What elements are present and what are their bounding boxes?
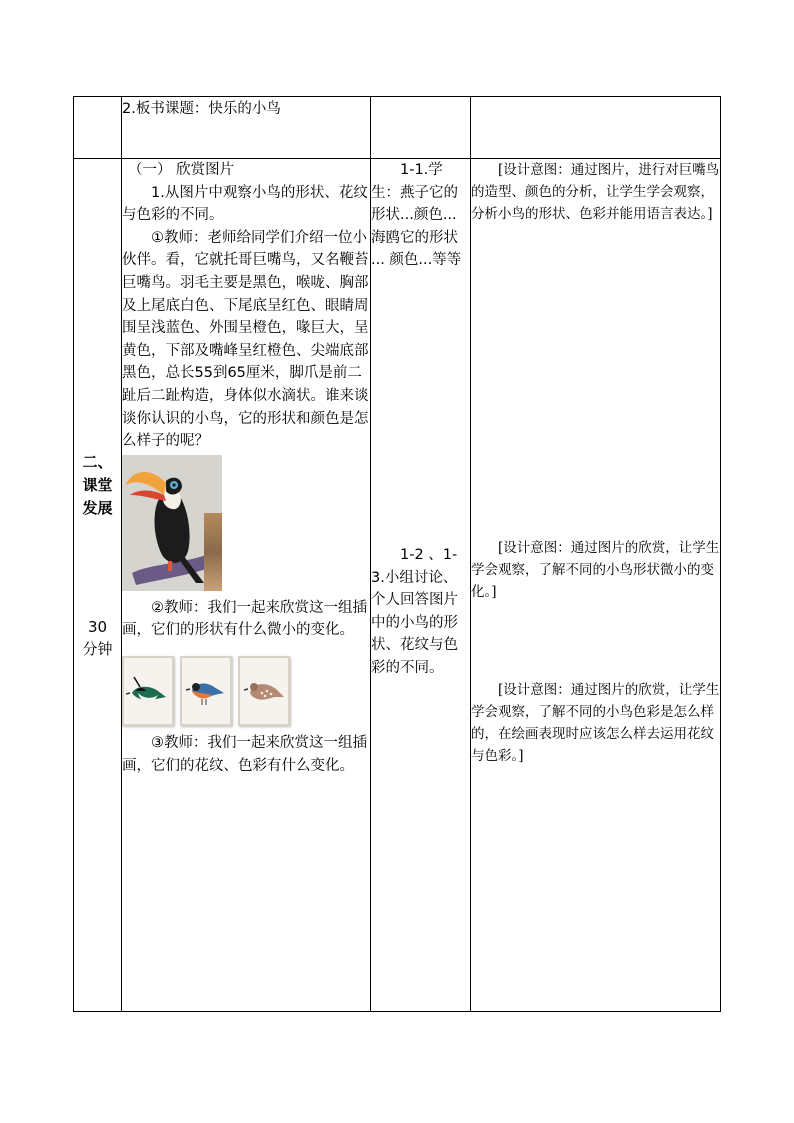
stage-line-2: 课堂 bbox=[82, 476, 113, 494]
activity-heading: （一） 欣赏图片 bbox=[128, 162, 235, 178]
table-row-development bbox=[74, 159, 721, 1012]
stage-cell bbox=[74, 159, 122, 1012]
stage-time-unit: 分钟 bbox=[82, 640, 113, 658]
stage-time-value: 30 bbox=[87, 618, 108, 636]
student-cell bbox=[371, 159, 471, 1012]
activity-cell bbox=[122, 159, 371, 1012]
activity-paragraph-1: 1.从图片中观察小鸟的形状、花纹与色彩的不同。 bbox=[122, 184, 368, 224]
dove-illustration bbox=[238, 656, 290, 726]
lapwing-illustration bbox=[122, 656, 174, 726]
student-response-2: 1-2 、1-3.小组讨论、个人回答图片中的小鸟的形状、花纹与色彩的不同。 bbox=[371, 546, 458, 676]
board-title: 2.板书课题：快乐的小鸟 bbox=[122, 101, 281, 117]
stage-time bbox=[74, 616, 121, 660]
row1-student-cell bbox=[371, 97, 471, 159]
row1-intent-cell bbox=[471, 97, 721, 159]
stage-line-3: 发展 bbox=[82, 499, 113, 517]
intent-cell bbox=[471, 159, 721, 1012]
design-intent-2: [设计意图：通过图片的欣赏，让学生学会观察，了解不同的小鸟形状微小的变化。] bbox=[471, 540, 720, 600]
activity-paragraph-3: ②教师：我们一起来欣赏这一组插画，它们的形状有什么微小的变化。 bbox=[122, 599, 367, 639]
lesson-table bbox=[73, 96, 721, 1012]
activity-paragraph-4: ③教师：我们一起来欣赏这一组插画，它们的花纹、色彩有什么变化。 bbox=[122, 734, 367, 774]
stage-line-1: 二、 bbox=[82, 453, 113, 471]
design-intent-3: [设计意图：通过图片的欣赏，让学生学会观察，了解不同的小鸟色彩是怎么样的，在绘画表现时应该怎么样去运用花纹与色彩。] bbox=[471, 682, 720, 764]
activity-paragraph-2: ①教师：老师给同学们介绍一位小伙伴。看，它就托哥巨嘴鸟，又名鞭苔巨嘴鸟。羽毛主要是黑色，喉咙、胸部及上尾底白色、下尾底呈红色、眼睛周围呈浅蓝色、外围呈橙色，喙巨大，呈黄色，下部及嘴峰呈红橙色、尖端底部黑色，总长55到65厘米，脚爪是前二趾后二趾构造，身体似水滴状。谁来谈谈你认识的小鸟，它的形状和颜色是怎么样子的呢？ bbox=[122, 229, 369, 450]
toucan-photo bbox=[122, 455, 222, 591]
bullfinch-illustration bbox=[180, 656, 232, 726]
student-response-1: 1-1.学生：燕子它的形状...颜色...海鸥它的形状 ... 颜色...等等 bbox=[371, 162, 462, 269]
row1-title-cell bbox=[122, 97, 371, 159]
row1-stage-cell bbox=[74, 97, 122, 159]
design-intent-1: [设计意图：通过图片，进行对巨嘴鸟的造型、颜色的分析，让学生学会观察，分析小鸟的形状、色彩并能用语言表达。] bbox=[471, 162, 720, 222]
table-row-title bbox=[74, 97, 721, 159]
stage-label bbox=[74, 159, 121, 660]
bird-illustrations bbox=[122, 656, 370, 726]
tree-bark-strip bbox=[204, 513, 222, 591]
